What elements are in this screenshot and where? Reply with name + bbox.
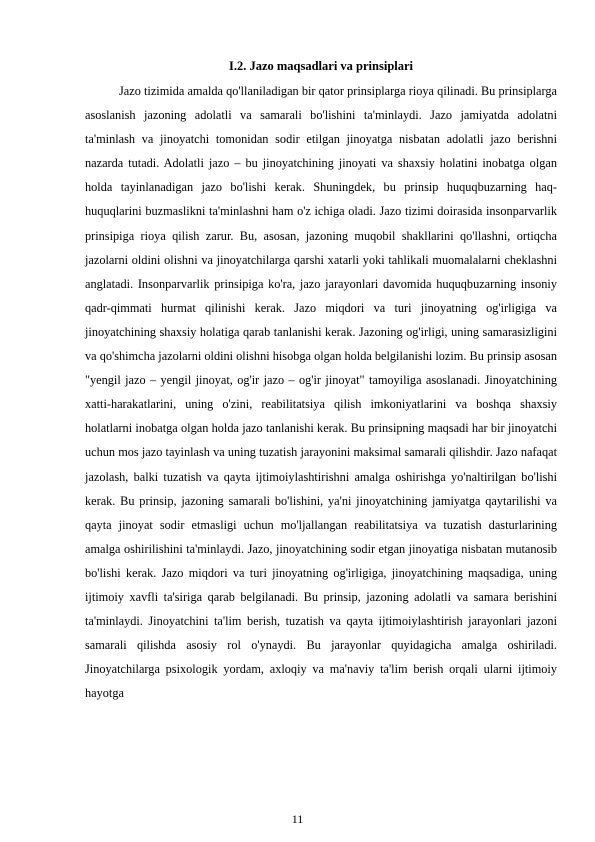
document-page bbox=[85, 56, 557, 705]
body-paragraph: Jazo tizimida amalda qo'llaniladigan bir qator prinsiplarga rioya qilinadi. Bu prinsiplarga asoslanish jazoning adolatli va samarali bo'lishini ta'minlaydi. Jazo jamiyatda adolatni ta'minlash va jinoyatchi tomonidan sodir etilgan jinoyatga nisbatan adolatli jazo berishni nazarda tutadi. Adolatli jazo – bu jinoyatchining jinoyati va shaxsiy holatini inobatga olgan holda tayinlanadigan jazo bo'lishi kerak. Shuningdek, bu prinsip huquqbuzarning haq-huquqlarini buzmaslikni ta'minlashni ham o'z ichiga oladi. Jazo tizimi doirasida insonparvarlik prinsipiga rioya qilish zarur. Bu, asosan, jazoning muqobil shakllarini qo'llashni, ortiqcha jazolarni oldini olishni va jinoyatchilarga qarshi xatarli yoki tahlikali muomalalarni cheklashni anglatadi. Insonparvarlik prinsipiga ko'ra, jazo jarayonlari davomida huquqbuzarning insoniy qadr-qimmati hurmat qilinishi kerak. Jazo miqdori va turi jinoyatning og'irligiga va jinoyatchining shaxsiy holatiga qarab tanlanishi kerak. Jazoning og'irligi, uning samarasizligini va qo'shimcha jazolarni oldini olishni hisobga olgan holda belgilanishi lozim. Bu prinsip asosan "yengil jazo – yengil jinoyat, og'ir jazo – og'ir jinoyat" tamoyiliga asoslanadi. Jinoyatchining xatti-harakatlarini, uning o'zini, reabilitatsiya qilish imkoniyatlarini va boshqa shaxsiy holatlarni inobatga olgan holda jazo tanlanishi kerak. Bu prinsipning maqsadi har bir jinoyatchi uchun mos jazo tayinlash va uning tuzatish jarayonini maksimal samarali qilishdir. Jazo nafaqat jazolash, balki tuzatish va qayta ijtimoiylashtirishni amalga oshirishga yo'naltirilgan bo'lishi kerak. Bu prinsip, jazoning samarali bo'lishini, ya'ni jinoyatchining jamiyatga qaytarilishi va qayta jinoyat sodir etmasligi uchun mo'ljallangan reabilitatsiya va tuzatish dasturlarining amalga oshirilishini ta'minlaydi. Jazo, jinoyatchining sodir etgan jinoyatiga nisbatan mutanosib bo'lishi kerak. Jazo miqdori va turi jinoyatning og'irligiga, jinoyatchining maqsadiga, uning ijtimoiy xavfli ta'siriga qarab belgilanadi. Bu prinsip, jazoning adolatli va samara berishini ta'minlaydi. Jinoyatchini ta'lim berish, tuzatish va qayta ijtimoiylashtirish jarayonlari jazoni samarali qilishda asosiy rol o'ynaydi. Bu jarayonlar quyidagicha amalga oshiriladi. Jinoyatchilarga psixologik yordam, axloqiy va ma'naviy ta'lim berish orqali ularni ijtimoiy hayotga bbox=[85, 84, 557, 701]
section-heading: I.2. Jazo maqsadlari va prinsiplari bbox=[228, 59, 414, 73]
page-number: 11 bbox=[291, 812, 304, 826]
